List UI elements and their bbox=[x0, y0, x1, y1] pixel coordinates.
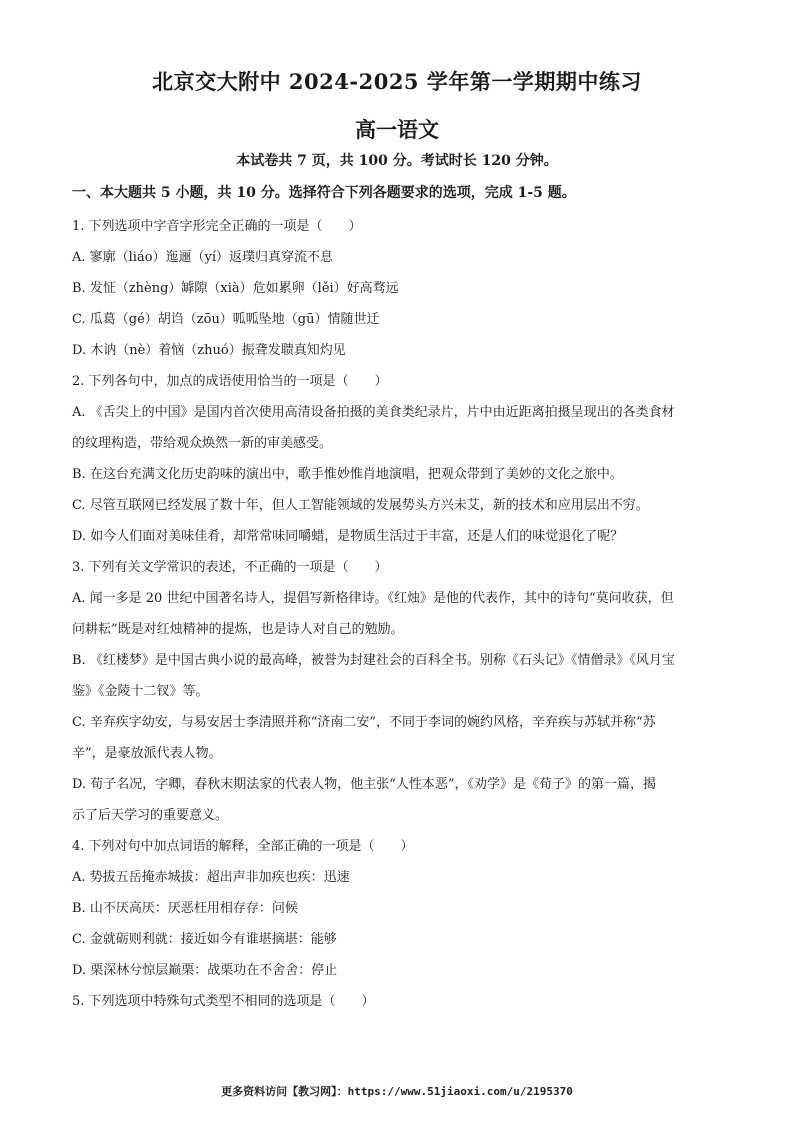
option-d: D. 栗深林兮惊层巅栗：战栗功在不舍舍：停止 bbox=[72, 963, 338, 978]
option-c: C. 辛弃疾字幼安，与易安居士李清照并称“济南二安”，不同于李词的婉约风格，辛弃疾与苏轼并称“苏 bbox=[72, 715, 656, 730]
question-stem: 1. 下列选项中字音字形完全正确的一项是（ ） bbox=[72, 219, 362, 234]
question-stem: 4. 下列对句中加点词语的解释，全部正确的一项是（ ） bbox=[72, 839, 414, 854]
option-c-cont: 辛”，是豪放派代表人物。 bbox=[72, 746, 222, 761]
option-c: C. 瓜葛（gé）胡诌（zōu）呱呱坠地（gū）情随世迁 bbox=[72, 312, 380, 327]
option-a: A. 闻一多是 20 世纪中国著名诗人，提倡写新格律诗。《红烛》是他的代表作，其中的诗句“莫问收获，但 bbox=[72, 591, 674, 606]
option-d: D. 如今人们面对美味佳肴，却常常味同嚼蜡，是物质生活过于丰富，还是人们的味觉退化了呢？ bbox=[72, 529, 624, 544]
exam-subject: 高一语文 bbox=[355, 117, 439, 142]
question-stem: 2. 下列各句中，加点的成语使用恰当的一项是（ ） bbox=[72, 374, 388, 389]
option-d: D. 木讷（nè）着恼（zhuó）振聋发聩真知灼见 bbox=[72, 343, 346, 358]
option-a: A. 《舌尖上的中国》是国内首次使用高清设备拍摄的美食类纪录片，片中由近距离拍摄呈现出的各类食材 bbox=[72, 405, 675, 420]
option-b: B. 山不厌高厌：厌恶枉用相存存：问候 bbox=[72, 901, 298, 916]
footer-link[interactable]: 更多资料访问【教习网】：https://www.51jiaoxi.com/u/2195370 bbox=[221, 1085, 573, 1098]
option-d: D. 荀子名况，字卿，春秋末期法家的代表人物，他主张“人性本恶”，《劝学》是《荀子》的第一篇，揭 bbox=[72, 777, 657, 792]
exam-info: 本试卷共 7 页，共 100 分。考试时长 120 分钟。 bbox=[236, 153, 558, 169]
option-b-cont: 鉴》《金陵十二钗》等。 bbox=[72, 684, 209, 699]
option-a: A. 寥廓（liáo）迤逦（yí）返璞归真穿流不息 bbox=[72, 250, 334, 265]
option-a-cont: 的纹理构造，带给观众焕然一新的审美感受。 bbox=[72, 436, 333, 451]
option-a: A. 势拔五岳掩赤城拔：超出声非加疾也疾：迅速 bbox=[72, 870, 350, 885]
section-heading: 一、本大题共 5 小题，共 10 分。选择符合下列各题要求的选项，完成 1-5 题。 bbox=[72, 185, 576, 201]
option-b: B. 发怔（zhèng）罅隙（xià）危如累卵（lěi）好高骛远 bbox=[72, 281, 399, 296]
option-a-cont: 问耕耘”既是对红烛精神的提炼，也是诗人对自己的勉励。 bbox=[72, 622, 404, 637]
questions-body bbox=[72, 211, 724, 1017]
question-stem: 3. 下列有关文学常识的表述，不正确的一项是（ ） bbox=[72, 560, 388, 575]
option-c: C. 尽管互联网已经发展了数十年，但人工智能领域的发展势头方兴未艾，新的技术和应用层出不穷。 bbox=[72, 498, 649, 513]
exam-title: 北京交大附中 2024-2025 学年第一学期期中练习 bbox=[152, 69, 642, 94]
option-c: C. 金就砺则利就：接近如今有谁堪摘堪：能够 bbox=[72, 932, 337, 947]
option-b: B. 《红楼梦》是中国古典小说的最高峰，被誉为封建社会的百科全书。别称《石头记》《情僧录》《风月宝 bbox=[72, 653, 675, 668]
question-stem: 5. 下列选项中特殊句式类型不相同的选项是（ ） bbox=[72, 994, 375, 1009]
option-d-cont: 示了后天学习的重要意义。 bbox=[72, 808, 229, 823]
option-b: B. 在这台充满文化历史韵味的演出中，歌手惟妙惟肖地演唱，把观众带到了美妙的文化之旅中。 bbox=[72, 467, 623, 482]
